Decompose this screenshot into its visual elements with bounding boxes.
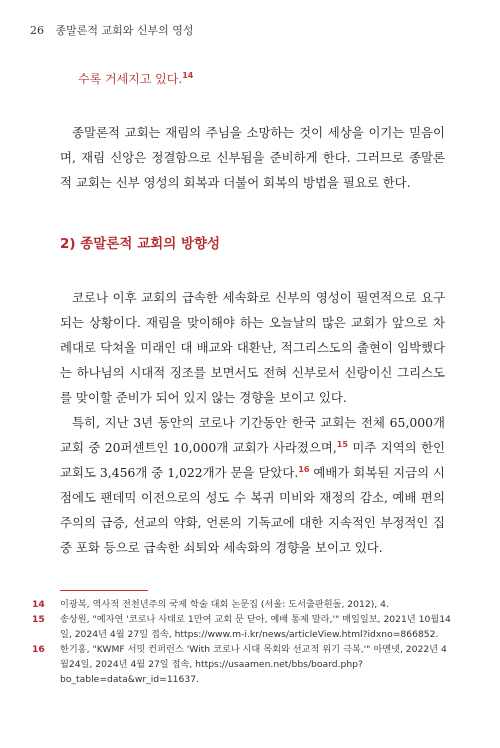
quote-continuation (78, 70, 193, 87)
footnote-14 (32, 597, 452, 612)
footnote-text: 송상원, "예자연 '코로나 사태로 1만여 교회 문 닫아, 예배 통제 말라,'" 매일일보, 2021년 10월14일, 2024년 4월 27일 접속, https://www.m-i.kr/news/articleView.html?idxno=866852. (60, 614, 451, 640)
quote-text: 수록 거세지고 있다. (78, 72, 183, 86)
footnote-divider (60, 590, 148, 591)
page-number: 26 (30, 24, 44, 37)
footnote-ref-14[interactable]: 14 (182, 71, 194, 80)
paragraph-3-part-3: 예배가 회복된 지금의 시점에도 팬데믹 이전으로의 성도 수 복귀 미비와 재정의 감소, 예배 편의주의의 급증, 선교의 약화, 언론의 기독교에 대한 지속적인 부정적인 집중 포화 등으로 급속한 쇠퇴와 세속화의 경향을 보이고 있다. (60, 465, 445, 555)
footnote-ref-16[interactable]: 16 (298, 464, 310, 474)
paragraph-2: 코로나 이후 교회의 급속한 세속화로 신부의 영성이 필연적으로 요구되는 상황이다. 재림을 맞이해야 하는 오늘날의 많은 교회가 앞으로 차례대로 닥쳐올 미래인 대 배교와 대환난, 적그리스도의 출현이 임박했다는 하나님의 시대적 징조를 보면서도 전혀 신부로서 신랑이신 그리스도를 맞이할 준비가 되어 있지 않는 경향을 보이고 있다. (60, 290, 445, 405)
footnote-number: 15 (32, 614, 45, 625)
paragraph-1: 종말론적 교회는 재림의 주님을 소망하는 것이 세상을 이기는 믿음이며, 재림 신앙은 정결함으로 신부됨을 준비하게 한다. 그러므로 종말론적 교회는 신부 영성의 회복과 더불어 회복의 방법을 필요로 한다. (60, 125, 445, 190)
footnote-15 (32, 612, 452, 642)
running-title: 종말론적 교회와 신부의 영성 (55, 24, 194, 37)
footnote-text: 한기홍, "KWMF 서밋 컨퍼런스 'With 코로나 시대 목회와 선교적 위기 극복,'" 아멘넷, 2022년 4월24일, 2024년 4월 27일 접속, https://usaamen.net/bbs/board.php?bo_table=data&wr_id=11637. (60, 644, 447, 685)
footnote-number: 14 (32, 599, 45, 610)
footnote-16 (32, 642, 452, 687)
footnote-ref-15[interactable]: 15 (336, 439, 348, 449)
running-header (30, 22, 194, 38)
paragraph-3-part-2: 미주 지역의 한인교회도 3,456개 중 1,022개가 문을 닫았다. (60, 440, 446, 480)
paragraph-3-part-1: 특히, 지난 3년 동안의 코로나 기간동안 한국 교회는 전체 65,000개 교회 중 20퍼센트인 10,000개 교회가 사라졌으며, (60, 415, 445, 455)
paragraph-3 (60, 410, 445, 560)
footnote-number: 16 (32, 644, 45, 655)
footnotes (32, 597, 452, 687)
footnote-text: 이광복, 역사적 전천년주의 국제 학술 대회 논문집 (서울: 도서출판흰돌, 2012), 4. (60, 599, 389, 610)
section-heading: 2) 종말론적 교회의 방향성 (60, 236, 221, 252)
